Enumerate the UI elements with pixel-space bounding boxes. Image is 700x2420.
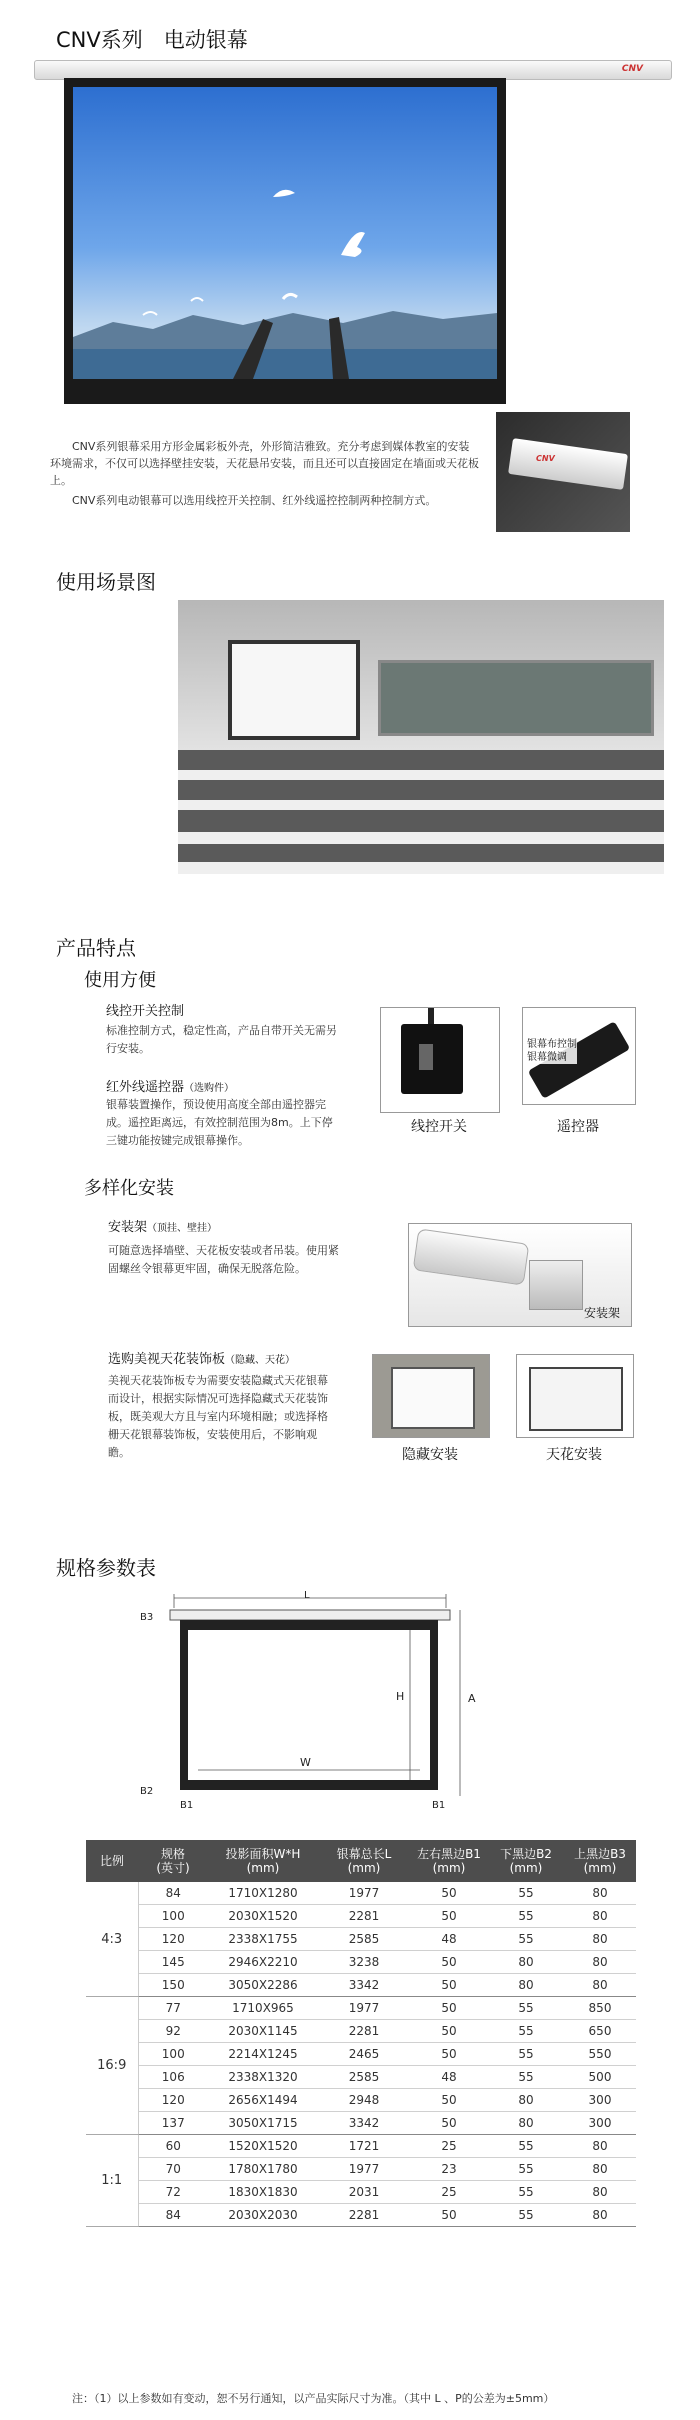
dim-L: L [304, 1590, 310, 1601]
table-cell: 2214X1245 [208, 2043, 318, 2066]
table-cell: 50 [410, 1905, 488, 1928]
table-row [86, 2181, 636, 2204]
table-cell: 72 [138, 2181, 208, 2204]
table-cell: 80 [488, 2112, 564, 2135]
brand-logo: CNV [621, 64, 643, 74]
table-cell: 50 [410, 2043, 488, 2066]
wired-switch-image [380, 1007, 500, 1113]
table-row [86, 1882, 636, 1905]
table-row [86, 1951, 636, 1974]
table-cell: 2030X1520 [208, 1905, 318, 1928]
table-row [86, 2135, 636, 2158]
table-row [86, 2043, 636, 2066]
table-cell: 1780X1780 [208, 2158, 318, 2181]
table-cell: 48 [410, 2066, 488, 2089]
table-cell: 50 [410, 2204, 488, 2227]
table-cell: 3050X2286 [208, 1974, 318, 1997]
install-title: 多样化安装 [84, 1178, 174, 1199]
table-cell: 3342 [318, 1974, 410, 1997]
chalkboard [378, 660, 654, 736]
table-cell: 50 [410, 1997, 488, 2020]
table-cell: 80 [488, 1974, 564, 1997]
projection-screen [228, 640, 360, 740]
table-cell: 80 [564, 1951, 636, 1974]
table-cell: 80 [564, 2158, 636, 2181]
spec-table [86, 1840, 636, 2227]
table-row [86, 2112, 636, 2135]
table-cell: 2585 [318, 2066, 410, 2089]
dim-B1-right: B1 [432, 1800, 446, 1811]
table-cell: 80 [488, 2089, 564, 2112]
remote-control-desc: 银幕装置操作，预设使用高度全部由遥控器完成。遥控距离远，有效控制范围为8m。上下停三键功能按键完成银幕操作。 [106, 1098, 333, 1147]
table-cell: 2031 [318, 2181, 410, 2204]
spec-section-title: 规格参数表 [56, 1556, 156, 1580]
table-row [86, 2158, 636, 2181]
table-cell: 1721 [318, 2135, 410, 2158]
table-cell: 50 [410, 2112, 488, 2135]
table-row [86, 1974, 636, 1997]
table-cell: 55 [488, 1928, 564, 1951]
table-row [86, 1997, 636, 2020]
scene-section-title: 使用场景图 [56, 570, 156, 594]
table-cell: 2338X1320 [208, 2066, 318, 2089]
table-cell: 137 [138, 2112, 208, 2135]
housing-closeup-image [496, 412, 630, 532]
classroom-photo [178, 600, 664, 874]
table-cell: 2338X1755 [208, 1928, 318, 1951]
spec-header-cell: 左右黑边B1 (mm) [410, 1840, 488, 1882]
table-cell: 850 [564, 1997, 636, 2020]
screen-frame [64, 78, 506, 404]
hidden-install-image [372, 1354, 490, 1438]
easy-use-title: 使用方便 [84, 970, 156, 991]
table-cell: 150 [138, 1974, 208, 1997]
table-cell: 2946X2210 [208, 1951, 318, 1974]
table-cell: 300 [564, 2089, 636, 2112]
table-cell: 80 [564, 1882, 636, 1905]
table-cell: 55 [488, 2181, 564, 2204]
ceiling-install-image [516, 1354, 634, 1438]
table-cell: 1977 [318, 1997, 410, 2020]
table-cell: 55 [488, 2135, 564, 2158]
table-cell: 1710X1280 [208, 1882, 318, 1905]
table-cell: 80 [564, 1905, 636, 1928]
table-row [86, 2066, 636, 2089]
table-cell: 50 [410, 1951, 488, 1974]
remote-image [522, 1007, 636, 1105]
intro-paragraph-2: CNV系列电动银幕可以选用线控开关控制、红外线遥控控制两种控制方式。 [72, 494, 437, 507]
table-cell: 650 [564, 2020, 636, 2043]
table-cell: 55 [488, 1882, 564, 1905]
table-cell: 2948 [318, 2089, 410, 2112]
dim-B3: B3 [140, 1612, 154, 1623]
spec-header-cell: 下黑边B2 (mm) [488, 1840, 564, 1882]
table-cell: 120 [138, 2089, 208, 2112]
remote-control-title: 红外线遥控器（选购件） [106, 1080, 235, 1095]
table-cell: 1520X1520 [208, 2135, 318, 2158]
table-cell: 80 [564, 2135, 636, 2158]
table-cell: 55 [488, 2066, 564, 2089]
table-cell: 55 [488, 2043, 564, 2066]
table-cell: 50 [410, 1882, 488, 1905]
table-cell: 80 [564, 1928, 636, 1951]
table-cell: 2281 [318, 2020, 410, 2043]
table-cell: 106 [138, 2066, 208, 2089]
spec-header-cell: 规格 (英寸) [138, 1840, 208, 1882]
table-cell: 120 [138, 1928, 208, 1951]
bracket-desc: 可随意选择墙壁、天花板安装或者吊装。使用紧固螺丝令银幕更牢固，确保无脱落危险。 [108, 1244, 339, 1275]
page-title: CNV系列 电动银幕 [56, 28, 248, 52]
ceiling-trim-desc: 美视天花装饰板专为需要安装隐藏式天花银幕而设计，根据实际情况可选择隐藏式天花装饰板，既美观大方且与室内环境相融；或选择格栅天花银幕装饰板，安装使用后，不影响观瞻。 [108, 1374, 328, 1459]
table-cell: 300 [564, 2112, 636, 2135]
table-cell: 48 [410, 1928, 488, 1951]
spec-header-cell: 比例 [86, 1840, 138, 1882]
table-cell: 80 [564, 2204, 636, 2227]
table-cell: 55 [488, 1997, 564, 2020]
ratio-cell: 1:1 [86, 2135, 138, 2227]
table-cell: 92 [138, 2020, 208, 2043]
table-cell: 2656X1494 [208, 2089, 318, 2112]
spec-header-cell: 银幕总长L (mm) [318, 1840, 410, 1882]
table-cell: 2030X1145 [208, 2020, 318, 2043]
remote-caption: 遥控器 [557, 1119, 599, 1135]
table-cell: 50 [410, 1974, 488, 1997]
intro-paragraph-1: CNV系列银幕采用方形金属彩板外壳，外形简洁雅致。充分考虑到媒体教室的安装环境需求，不仅可以选择壁挂安装，天花悬吊安装，而且还可以直接固定在墙面或天花板上。 [50, 440, 479, 487]
table-cell: 1977 [318, 2158, 410, 2181]
dim-A: A [468, 1692, 476, 1705]
table-cell: 70 [138, 2158, 208, 2181]
table-cell: 55 [488, 2020, 564, 2043]
remote-label-2: 银幕微调 [527, 1052, 567, 1063]
spec-note: 注：（1）以上参数如有变动，恕不另行通知，以产品实际尺寸为准。（其中 L 、P的公差为±5mm） [72, 2392, 555, 2405]
table-cell: 25 [410, 2181, 488, 2204]
table-cell: 25 [410, 2135, 488, 2158]
table-cell: 80 [564, 1974, 636, 1997]
table-row [86, 2204, 636, 2227]
table-row [86, 1928, 636, 1951]
table-cell: 2030X2030 [208, 2204, 318, 2227]
table-cell: 60 [138, 2135, 208, 2158]
remote-label-1: 银幕布控制 [527, 1039, 577, 1050]
table-cell: 80 [564, 2181, 636, 2204]
seagull-photo [73, 87, 497, 379]
wired-control-desc: 标准控制方式，稳定性高，产品自带开关无需另行安装。 [106, 1024, 337, 1055]
table-cell: 100 [138, 2043, 208, 2066]
table-row [86, 2089, 636, 2112]
table-cell: 50 [410, 2020, 488, 2043]
table-cell: 50 [410, 2089, 488, 2112]
table-cell: 55 [488, 2204, 564, 2227]
table-cell: 3342 [318, 2112, 410, 2135]
table-row [86, 1905, 636, 1928]
table-cell: 55 [488, 2158, 564, 2181]
table-cell: 77 [138, 1997, 208, 2020]
housing-logo: CNV [536, 454, 555, 463]
bracket-caption: 安装架 [583, 1306, 620, 1320]
hero-screen-image [34, 60, 670, 406]
dim-H: H [396, 1690, 405, 1703]
spec-table-wrap [86, 1840, 636, 2227]
bracket-title: 安装架（顶挂、壁挂） [108, 1220, 218, 1235]
table-cell: 23 [410, 2158, 488, 2181]
features-section-title: 产品特点 [56, 936, 136, 960]
hidden-install-caption: 隐藏安装 [402, 1447, 458, 1463]
table-row [86, 2020, 636, 2043]
table-cell: 550 [564, 2043, 636, 2066]
table-cell: 500 [564, 2066, 636, 2089]
table-cell: 100 [138, 1905, 208, 1928]
ratio-cell: 4:3 [86, 1882, 138, 1997]
ratio-cell: 16:9 [86, 1997, 138, 2135]
table-cell: 2281 [318, 2204, 410, 2227]
spec-header-cell: 投影面积W*H (mm) [208, 1840, 318, 1882]
dim-B1-left: B1 [180, 1800, 194, 1811]
table-cell: 145 [138, 1951, 208, 1974]
dim-B2: B2 [140, 1786, 154, 1797]
table-cell: 2281 [318, 1905, 410, 1928]
table-cell: 1710X965 [208, 1997, 318, 2020]
table-cell: 3050X1715 [208, 2112, 318, 2135]
table-cell: 55 [488, 1905, 564, 1928]
table-cell: 1830X1830 [208, 2181, 318, 2204]
table-cell: 84 [138, 1882, 208, 1905]
dim-W: W [300, 1756, 311, 1769]
spec-header-cell: 上黑边B3 (mm) [564, 1840, 636, 1882]
screen-housing [34, 60, 672, 80]
table-cell: 84 [138, 2204, 208, 2227]
table-cell: 3238 [318, 1951, 410, 1974]
wired-switch-caption: 线控开关 [411, 1119, 467, 1135]
table-cell: 2465 [318, 2043, 410, 2066]
table-cell: 1977 [318, 1882, 410, 1905]
ceiling-install-caption: 天花安装 [546, 1447, 602, 1463]
table-cell: 2585 [318, 1928, 410, 1951]
ceiling-trim-title: 选购美视天花装饰板（隐藏、天花） [108, 1352, 296, 1367]
dimension-diagram [140, 1590, 500, 1812]
wired-control-title: 线控开关控制 [106, 1004, 185, 1019]
table-cell: 80 [488, 1951, 564, 1974]
